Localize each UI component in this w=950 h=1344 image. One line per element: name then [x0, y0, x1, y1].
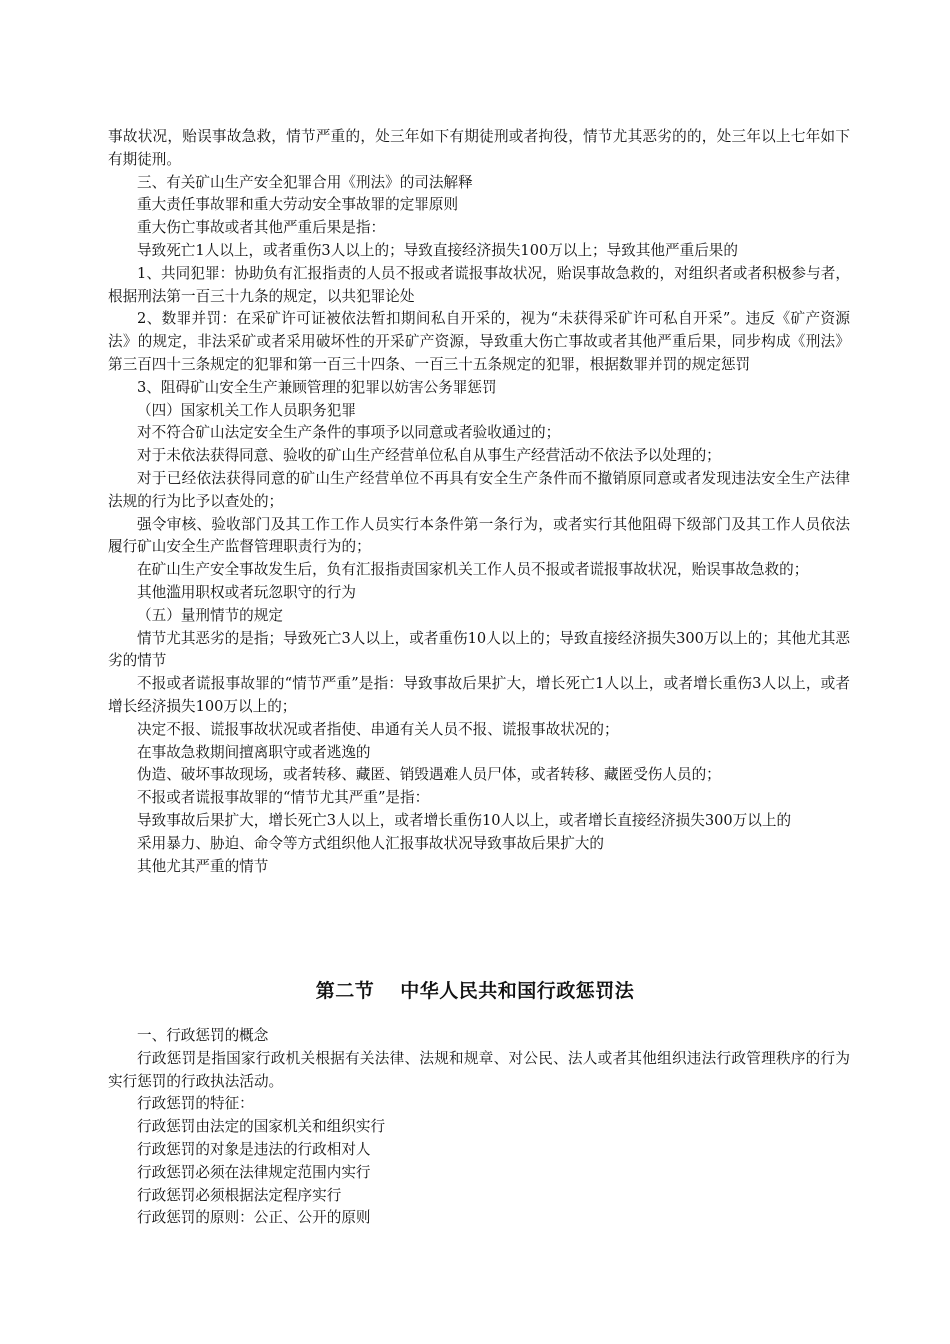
paragraph: 对于已经依法获得同意的矿山生产经营单位不再具有安全生产条件而不撤销原同意或者发现违法安全生产法律法规的行为比予以查处的； — [108, 469, 850, 510]
section-number: 第二节 — [315, 980, 375, 1002]
paragraph: 导致死亡1人以上，或者重伤3人以上的；导致直接经济损失100万以上；导致其他严重后果的 — [137, 241, 738, 259]
paragraph: 强令审核、验收部门及其工作工作人员实行本条件第一条行为，或者实行其他阻碍下级部门及其工作人员依法履行矿山安全生产监督管理职责行为的； — [108, 515, 850, 556]
paragraph: 导致事故后果扩大，增长死亡3人以上，或者增长重伤10人以上，或者增长直接经济损失300万以上的 — [137, 811, 792, 829]
subsection-title: （五）量刑情节的规定 — [137, 606, 283, 624]
section-heading — [0, 976, 950, 1003]
paragraph: 行政惩罚是指国家行政机关根据有关法律、法规和规章、对公民、法人或者其他组织违法行政管理秩序的行为实行惩罚的行政执法活动。 — [108, 1049, 850, 1090]
paragraph: 其他滥用职权或者玩忽职守的行为 — [137, 583, 356, 601]
paragraph: 情节尤其恶劣的是指；导致死亡3人以上，或者重伤10人以上的；导致直接经济损失300万以上的；其他尤其恶劣的情节 — [108, 629, 850, 670]
paragraph: 行政惩罚必须根据法定程序实行 — [137, 1186, 342, 1204]
subsection-title: 一、行政惩罚的概念 — [137, 1027, 269, 1044]
subsection-title: （四）国家机关工作人员职务犯罪 — [137, 401, 356, 419]
paragraph: 行政惩罚的对象是违法的行政相对人 — [137, 1140, 371, 1158]
paragraph: 采用暴力、胁迫、命令等方式组织他人汇报事故状况导致事故后果扩大的 — [137, 834, 605, 852]
subsection-title: 三、有关矿山生产安全犯罪合用《刑法》的司法解释 — [137, 173, 473, 191]
paragraph: 不报或者谎报事故罪的“情节尤其严重”是指： — [137, 789, 430, 807]
paragraph: 其他尤其严重的情节 — [137, 857, 269, 875]
section1-body — [108, 126, 850, 878]
paragraph: 决定不报、谎报事故状况或者指使、串通有关人员不报、谎报事故状况的； — [137, 720, 619, 738]
paragraph: 在矿山生产安全事故发生后，负有汇报指责国家机关工作人员不报或者谎报事故状况，贻误事故急救的； — [137, 561, 809, 579]
paragraph: 行政惩罚的原则：公正、公开的原则 — [137, 1209, 371, 1227]
section2-body — [108, 1025, 850, 1230]
section-title: 中华人民共和国行政惩罚法 — [400, 980, 635, 1002]
paragraph: 对不符合矿山法定安全生产条件的事项予以同意或者验收通过的； — [137, 424, 561, 442]
paragraph: 行政惩罚由法定的国家机关和组织实行 — [137, 1118, 386, 1136]
paragraph: 2、数罪并罚：在采矿许可证被依法暂扣期间私自开采的，视为“未获得采矿许可私自开采”。违反《矿产资源法》的规定，非法采矿或者采用破坏性的开采矿产资源，导致重大伤亡事故或者其他严重后果，同步构成《刑法》第三百四十三条规定的犯罪和第一百三十四条、一百三十五条规定的犯罪，根据数罪并罚的规定惩罚 — [108, 310, 850, 373]
paragraph: 不报或者谎报事故罪的“情节严重”是指：导致事故后果扩大，增长死亡1人以上，或者增长重伤3人以上，或者增长经济损失100万以上的； — [108, 675, 850, 715]
paragraph: 重大伤亡事故或者其他严重后果是指： — [137, 219, 386, 237]
paragraph: 对于未依法获得同意、验收的矿山生产经营单位私自从事生产经营活动不依法予以处理的； — [137, 447, 721, 465]
paragraph: 伪造、破坏事故现场，或者转移、藏匿、销毁遇难人员尸体，或者转移、藏匿受伤人员的； — [137, 766, 721, 784]
paragraph: 事故状况，贻误事故急救，情节严重的，处三年如下有期徒刑或者拘役，情节尤其恶劣的的，处三年以上七年如下有期徒刑。 — [108, 128, 850, 168]
paragraph: 1、共同犯罪：协助负有汇报指责的人员不报或者谎报事故状况，贻误事故急救的，对组织者或者积极参与者，根据刑法第一百三十九条的规定，以共犯罪论处 — [108, 264, 850, 305]
paragraph: 3、阻碍矿山安全生产兼顾管理的犯罪以妨害公务罪惩罚 — [137, 378, 497, 396]
paragraph: 重大责任事故罪和重大劳动安全事故罪的定罪原则 — [137, 196, 459, 214]
paragraph: 行政惩罚的特征： — [137, 1095, 254, 1113]
paragraph: 行政惩罚必须在法律规定范围内实行 — [137, 1163, 371, 1181]
paragraph: 在事故急救期间擅离职守或者逃逸的 — [137, 743, 371, 761]
